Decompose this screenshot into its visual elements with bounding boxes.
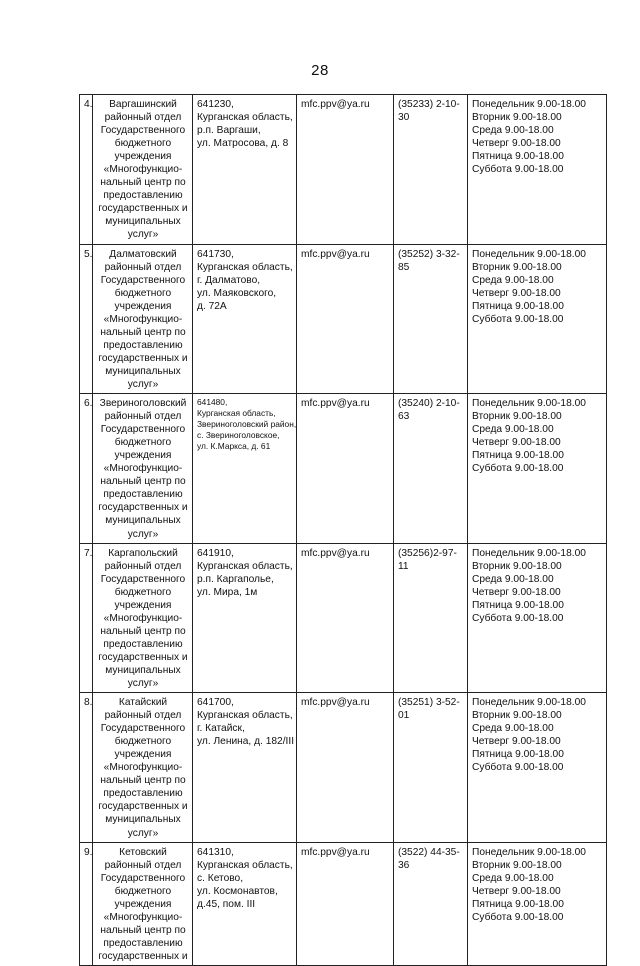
table-row xyxy=(80,842,607,965)
office-email: mfc.ppv@ya.ru xyxy=(297,394,394,544)
office-hours: Понедельник 9.00-18.00 Вторник 9.00-18.00 Среда 9.00-18.00 Четверг 9.00-18.00 Пятница 9.00-18.00 Суббота 9.00-18.00 xyxy=(468,842,607,965)
row-number: 6. xyxy=(80,394,93,544)
office-name: Варгашинский районный отдел Государственного бюджетного учреждения «Многофункцио- нальный центр по предоставлению государственных и муниципальных услуг» xyxy=(93,95,193,245)
office-address: 641310, Курганская область, с. Кетово, ул. Космонавтов, д.45, пом. III xyxy=(193,842,297,965)
row-number: 8. xyxy=(80,693,93,843)
row-number: 9. xyxy=(80,842,93,965)
office-email: mfc.ppv@ya.ru xyxy=(297,693,394,843)
office-hours: Понедельник 9.00-18.00 Вторник 9.00-18.00 Среда 9.00-18.00 Четверг 9.00-18.00 Пятница 9.00-18.00 Суббота 9.00-18.00 xyxy=(468,693,607,843)
office-email: mfc.ppv@ya.ru xyxy=(297,543,394,693)
office-phone: (3522) 44-35-36 xyxy=(394,842,468,965)
office-address: 641730, Курганская область, г. Далматово, ул. Маяковского, д. 72А xyxy=(193,244,297,394)
office-name: Кетовский районный отдел Государственного бюджетного учреждения «Многофункцио- нальный центр по предоставлению государственных и xyxy=(93,842,193,965)
row-number: 4. xyxy=(80,95,93,245)
office-email: mfc.ppv@ya.ru xyxy=(297,842,394,965)
table-row xyxy=(80,95,607,245)
row-number: 5. xyxy=(80,244,93,394)
office-phone: (35240) 2-10-63 xyxy=(394,394,468,544)
table-row xyxy=(80,394,607,544)
office-email: mfc.ppv@ya.ru xyxy=(297,95,394,245)
office-hours: Понедельник 9.00-18.00 Вторник 9.00-18.00 Среда 9.00-18.00 Четверг 9.00-18.00 Пятница 9.00-18.00 Суббота 9.00-18.00 xyxy=(468,244,607,394)
office-name: Звериноголовский районный отдел Государственного бюджетного учреждения «Многофункцио- нальный центр по предоставлению государственных и муниципальных услуг» xyxy=(93,394,193,544)
office-phone: (35233) 2-10-30 xyxy=(394,95,468,245)
office-name: Далматовский районный отдел Государственного бюджетного учреждения «Многофункцио- нальный центр по предоставлению государственных и муниципальных услуг» xyxy=(93,244,193,394)
office-email: mfc.ppv@ya.ru xyxy=(297,244,394,394)
office-address: 641480, Курганская область, Звериноголовский район, с. Звериноголовское, ул. К.Маркса, д. 61 xyxy=(193,394,297,544)
table-row xyxy=(80,543,607,693)
page-number: 28 xyxy=(311,62,329,79)
office-phone: (35251) 3-52-01 xyxy=(394,693,468,843)
office-address: 641700, Курганская область, г. Катайск, ул. Ленина, д. 182/III xyxy=(193,693,297,843)
office-address: 641910, Курганская область, р.п. Каргаполье, ул. Мира, 1м xyxy=(193,543,297,693)
office-hours: Понедельник 9.00-18.00 Вторник 9.00-18.00 Среда 9.00-18.00 Четверг 9.00-18.00 Пятница 9.00-18.00 Суббота 9.00-18.00 xyxy=(468,95,607,245)
office-address: 641230, Курганская область, р.п. Варгаши, ул. Матросова, д. 8 xyxy=(193,95,297,245)
row-number: 7. xyxy=(80,543,93,693)
office-hours: Понедельник 9.00-18.00 Вторник 9.00-18.00 Среда 9.00-18.00 Четверг 9.00-18.00 Пятница 9.00-18.00 Суббота 9.00-18.00 xyxy=(468,394,607,544)
table-row xyxy=(80,693,607,843)
table-row xyxy=(80,244,607,394)
office-name: Каргапольский районный отдел Государственного бюджетного учреждения «Многофункцио- нальный центр по предоставлению государственных и муниципальных услуг» xyxy=(93,543,193,693)
office-phone: (35252) 3-32-85 xyxy=(394,244,468,394)
office-name: Катайский районный отдел Государственного бюджетного учреждения «Многофункцио- нальный центр по предоставлению государственных и муниципальных услуг» xyxy=(93,693,193,843)
mfc-offices-table xyxy=(79,94,607,966)
office-hours: Понедельник 9.00-18.00 Вторник 9.00-18.00 Среда 9.00-18.00 Четверг 9.00-18.00 Пятница 9.00-18.00 Суббота 9.00-18.00 xyxy=(468,543,607,693)
office-phone: (35256)2-97-11 xyxy=(394,543,468,693)
